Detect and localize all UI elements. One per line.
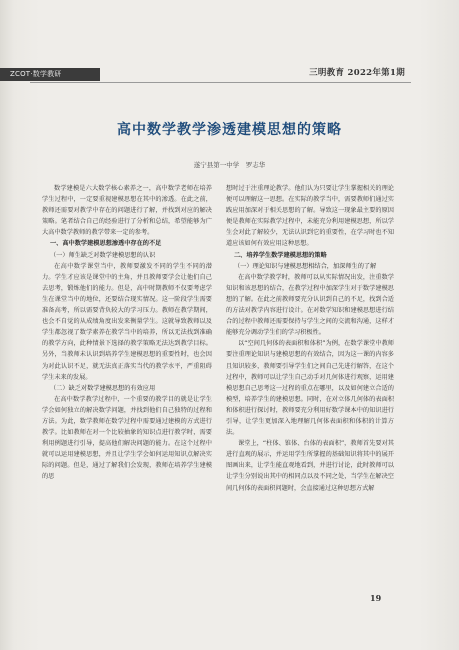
section-heading: （一）师生缺乏对数学建模思想的认识 [50, 251, 156, 259]
header-rule [30, 82, 411, 83]
journal-title: 三明教育 2022年第1期 [309, 68, 405, 78]
paragraph: 想时过于注重理论教学。他们认为只要让学生掌握相关的理论便可以理解这一思想。在实际的教学当中，需要教师们通过实践应用加深对于相关思想的了解。导致这一现象最主要的原因便是教师在实际教学过程中，未能充分利用建模思想，所以学生会对此了解较少，无法认识到它的重要性，在学习时也不知道应该如何有效应用这种思想。 [226, 185, 394, 248]
right-column [226, 183, 394, 494]
paragraph: 在高中数学教学过程中，一个重要的教学目的就是让学生学会如何独立的解决数学问题，并找到他们自己独特的过程和方法。为此，数学教师在数学过程中需要通过建模的方式进行教学。比如教师在对一个比较抽象的知识点进行教学时，需要利用例题进行引导，提高他们解决问题的能力。在这个过程中就可以运用建模思想，并且让学生学会如何运用知识点解决实际的问题。但是，通过了解我们会发现，教师在培养学生建模的思 [42, 395, 212, 481]
page-number: 19 [370, 593, 382, 603]
left-column [42, 183, 212, 483]
section-heading: 二、培养学生数学建模思想的策略 [234, 251, 327, 259]
paragraph: 数学建模是六大数学核心素养之一，高中数学老师在培养学生过程中，一定要重视建模思想在其中的渗透。在此之前，教师还需要对教学中存在的问题进行了解，并找到对应的解决策略。笔者结合自己的经验进行了分析和总结，希望能够为广大高中数学教师的教学带来一定的参考。 [42, 185, 212, 237]
paragraph: 课堂上，“柱体、锥体、台体的表面积”，教师首先要对其进行直观的展示，并运用学生所掌握的基础知识将其中的展开图画出来，让学生能直观地看到，并进行讨论，此时教师可以让学生分别说出其中的相同点以及不同之处，当学生在解决空间几何体的表面积问题时，会直接通过这种思想方式解 [226, 440, 394, 492]
section-heading: （一）理论知识与建模思想相结合，加深师生的了解 [234, 262, 377, 270]
section-heading: 一、高中数学建模思想渗透中存在的不足 [50, 240, 162, 248]
section-heading: （二）缺乏对数学建模思想的有效应用 [50, 384, 156, 392]
paragraph: 以“空间几何体的表面积和体积”为例，在数学课堂中教师要注重理论知识与建模思想的有效结合，因为这一课的内容多且知识较多，教师要引导学生们之间自己先进行解答，在这个过程中，教师可以让学生自己动手对几何体进行观察，运用建模思想自己思考这一过程的重点在哪里，以及如何建立合适的模型，培养学生的建模思想。同时，在对立体几何体的表面积和体积进行探讨时，教师要充分利用好数学课本中的知识进行引导，让学生更加深入地理解几何体表面积和体积的计算方法。 [226, 340, 394, 437]
paragraph: 在高中数学课堂当中，教师要激发不同的学生不同的潜力。学生才应该是课堂中的主角，并且教师要学会让他们自己去思考，锻炼他们的能力。但是，高中时期教师不仅要考虑学生在课堂当中的地位，还要结合现实情况。这一阶段学生需要准备高考，所以需要背负较大的学习压力。教师在教学期间，也会不自觉的从成绩角度出发来衡量学生。这就导致教师以及学生都忽视了数学素养在教学当中的培养，所以无法找到准确的教学方向，此种情景下选择的教学策略无法达到教学目标。另外，当教师未认识到培养学生建模思想的重要性时，也会因为对此认识不足，就无法真正落实当代的教学水平，严重阻碍学生未来的发展。 [42, 262, 212, 381]
section-tag: ZCOT·数学教研 [0, 68, 100, 81]
article-title: 高中数学教学渗透建模思想的策略 [117, 122, 342, 138]
article-author: 遂宁县第一中学 罗志华 [193, 161, 266, 169]
paragraph: 在高中数学教学时，教师可以从实际情况出发，注重数学知识和该思想的结合，在教学过程中加深学生对于数学建模思想的了解。在此之前教师要充分认识到自己的不足，找到合适的方法对教学内容进行设计。在对数学知识和建模思想进行结合的过程中教师还需要保持与学生之间的交流和沟通，这样才能够充分调动学生们的学习积极性。 [226, 273, 394, 337]
